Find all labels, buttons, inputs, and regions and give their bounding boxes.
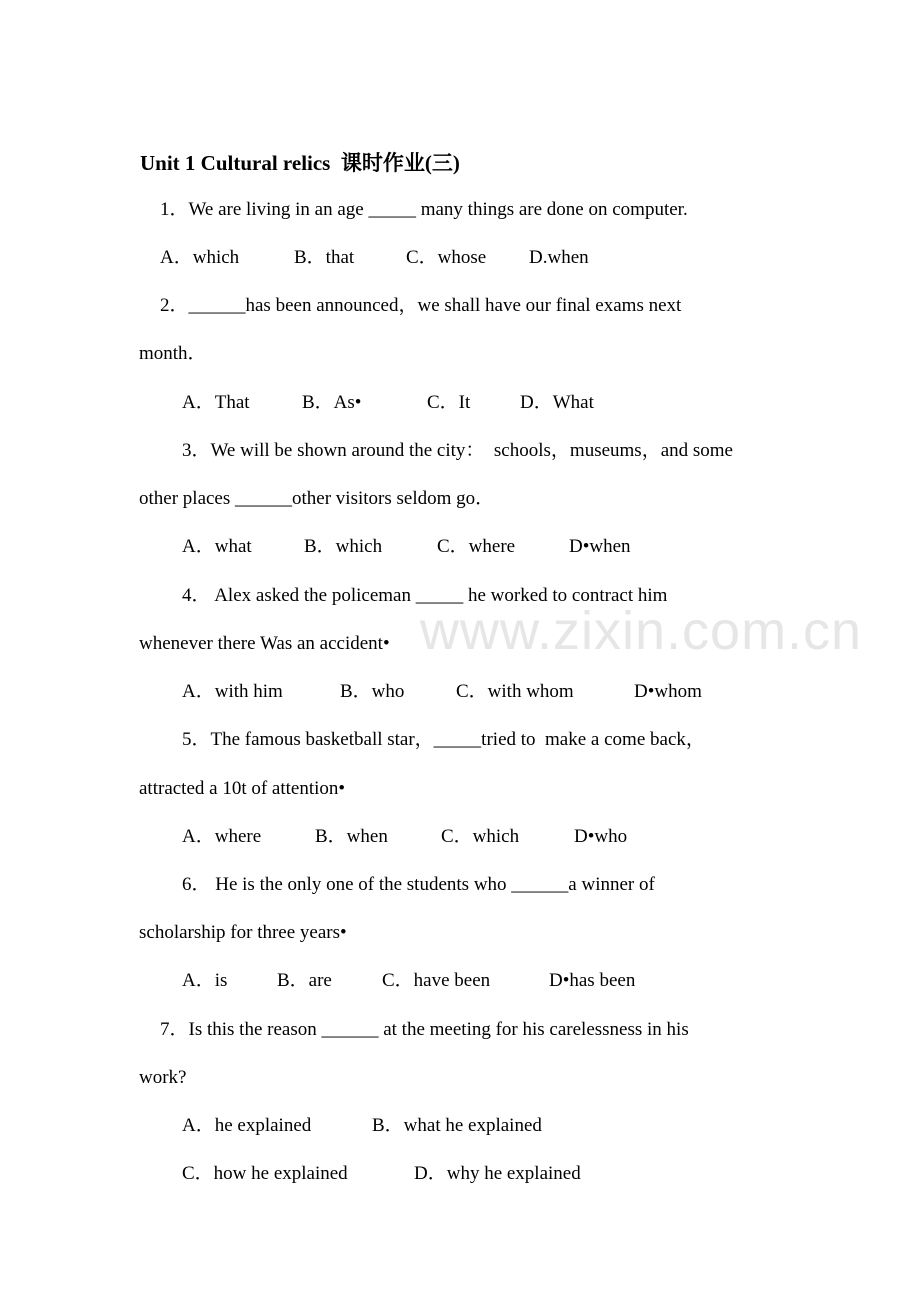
- question-4-option-a: A．with him: [182, 681, 283, 702]
- question-7-option-b: B．what he explained: [372, 1115, 542, 1136]
- question-1-option-d: D.when: [529, 247, 589, 268]
- question-6-text-line-2: scholarship for three years•: [139, 922, 347, 943]
- question-2-text-line-1: 2．______has been announced，we shall have our final exams next: [160, 295, 682, 316]
- question-1-text: 1．We are living in an age _____ many things are done on computer.: [160, 199, 688, 220]
- question-5-option-a: A．where: [182, 826, 262, 847]
- question-5-text-line-2: attracted a 10t of attention•: [139, 778, 346, 799]
- question-2-option-b: B．As•: [302, 392, 362, 413]
- question-7-option-d: D．why he explained: [414, 1163, 581, 1184]
- question-2-option-a: A．That: [182, 392, 250, 413]
- question-4-option-d: D•whom: [634, 681, 702, 702]
- question-5-text-line-1: 5．The famous basketball star，_____tried to make a come back，: [182, 729, 705, 750]
- question-4-text-line-2: whenever there Was an accident•: [139, 633, 390, 654]
- watermark: www.zixin.com.cn: [420, 601, 863, 661]
- question-7-option-a: A．he explained: [182, 1115, 312, 1136]
- document-title: Unit 1 Cultural relics 课时作业(三): [140, 151, 460, 175]
- question-2-option-c: C．It: [427, 392, 471, 413]
- question-1-option-b: B．that: [294, 247, 355, 268]
- question-3-option-d: D•when: [569, 536, 631, 557]
- question-4-option-c: C．with whom: [456, 681, 574, 702]
- question-2-option-d: D．What: [520, 392, 594, 413]
- question-7-option-c: C．how he explained: [182, 1163, 348, 1184]
- question-4-text-line-1: 4． Alex asked the policeman _____ he worked to contract him: [182, 585, 668, 606]
- question-3-option-c: C．where: [437, 536, 516, 557]
- question-6-option-d: D•has been: [549, 970, 636, 991]
- question-3-text-line-1: 3．We will be shown around the city： schools，museums，and some: [182, 440, 733, 461]
- question-5-option-d: D•who: [574, 826, 628, 847]
- question-6-option-a: A．is: [182, 970, 228, 991]
- question-2-text-line-2: month．: [139, 343, 207, 364]
- question-3-text-line-2: other places ______other visitors seldom go．: [139, 488, 495, 509]
- question-5-option-b: B．when: [315, 826, 388, 847]
- question-4-option-b: B．who: [340, 681, 405, 702]
- question-7-text-line-1: 7．Is this the reason ______ at the meeting for his carelessness in his: [160, 1019, 689, 1040]
- question-1-option-c: C．whose: [406, 247, 487, 268]
- question-6-option-c: C．have been: [382, 970, 491, 991]
- question-3-option-a: A．what: [182, 536, 252, 557]
- question-3-option-b: B．which: [304, 536, 383, 557]
- question-1-option-a: A．which: [160, 247, 240, 268]
- question-7-text-line-2: work?: [139, 1067, 187, 1088]
- question-6-option-b: B．are: [277, 970, 332, 991]
- question-6-text-line-1: 6． He is the only one of the students who ______a winner of: [182, 874, 655, 895]
- question-5-option-c: C．which: [441, 826, 520, 847]
